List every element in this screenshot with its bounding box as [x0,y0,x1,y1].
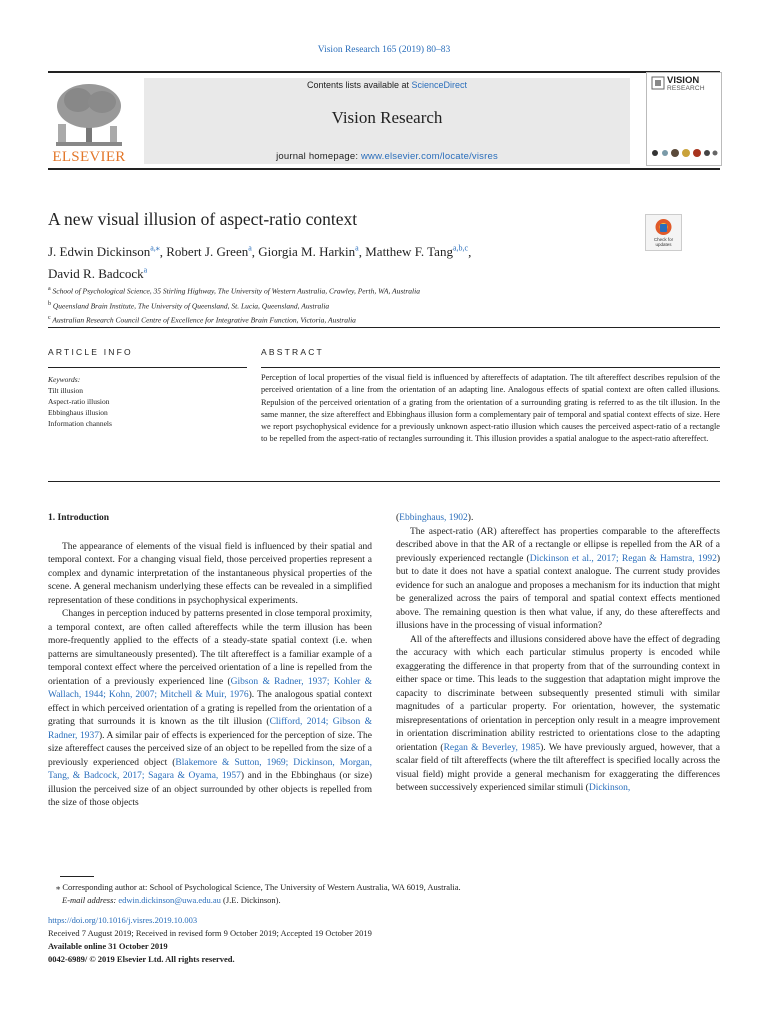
section-heading: 1. Introduction [48,513,110,523]
copyright: 0042-6989/ © 2019 Elsevier Ltd. All rights reserved. [48,954,235,964]
journal-homepage [144,151,630,162]
cover-circles-icon [649,147,719,159]
homepage-link[interactable]: www.elsevier.com/locate/visres [361,151,498,162]
homepage-prefix: journal homepage: [276,151,361,162]
journal-title: Vision Research [331,108,443,127]
citation-link[interactable]: Regan & Beverley, 1985 [443,742,541,753]
citation-link[interactable]: Gibson & Radner, 1937; Kohler & Wallach, 1944; Kohn, 2007; Mitchell & Muir, 1976 [48,676,372,700]
header-bottom-rule [48,168,720,170]
article-info-label: ARTICLE INFO [48,347,133,357]
paragraph-text: All of the aftereffects and illusions considered above have the effect of degrading the accuracy with which each particular stimulus property is encoded while exaggerating the difference in that property from that of the surrounding context in either space or time. This leads to the suggestion that adaptation might improve the capacity to discriminate between subsequently presented stimuli with similar magnitudes of a particular property. For orientation, however, the systematic misrepresentations of orientation in perception only result in a meagre improvement in orientation discrimination ability restricted to orientations close to the adapting orientation ( [396,634,720,753]
cover-subtitle: RESEARCH [667,85,705,92]
paragraph-text: ( [396,513,400,523]
paragraph [396,526,720,634]
keywords-block [48,374,112,429]
elsevier-wordmark: ELSEVIER [52,149,126,165]
doi-link[interactable]: https://doi.org/10.1016/j.visres.2019.10.003 [48,915,198,925]
article-title: A new visual illusion of aspect-ratio context [48,209,358,229]
paragraph-text: The aspect-ratio (AR) aftereffect has properties comparable to the aftereffects described above in that the AR of a rectangle or ellipse is repelled from the AR of a previously experienced rectangle ( [396,526,720,564]
abstract-bottom-rule [48,481,720,482]
paragraph-text: ) and in the Ebbinghaus (or size) illusion the perceived size of an object surrounded by other objects is repelled from the size of those objects [48,771,372,808]
paragraph-text: ). [467,513,474,523]
cover-title: VISION [667,75,700,86]
affiliation: $^c$ Australian Research Council Centre of Excellence for Integrative Brain Function, Victoria, Australia [48,315,356,325]
email-link[interactable]: edwin.dickinson@uwa.edu.au [118,895,221,905]
paragraph-text: ) but to date it does not have a spatial context analogue. The current study provides evidence for such an analogue and proposes a mechanism for its induction that might be generalized across the pairs of temporal and spatial context effects mentioned above. The remaining question is then what value, if any, do these aftereffects and illusions have in the processing of visual information? [396,553,721,631]
author-list: J. Edwin Dickinson$^{a,⁎}$, Robert J. Green$^a$, Giorgia M. Harkin$^a$, Matthew F. Tang$^{a,b,c}$, David R. Badcock$^a$ [48,244,472,281]
check-badge-label: Check for updates [653,237,674,247]
paragraph-text: ). The analogous spatial context effect in which perceived orientation of a grating is repelled from the orientation of a grating that surrounds it is known as the tilt illusion ( [48,690,372,727]
paragraph-text: The appearance of elements of the visual field is influenced by their spatial and temporal context. For a changing visual field, those perceived properties represent a complex and dynamic interpretation of the instantaneous physical properties of the scene. A general mechanism underlying these effects can be revealed in a simplified representation of these conditions in psychophysical experiments. [48,541,372,606]
paragraph-text: ). A similar pair of effects is experienced for the perception of size. The size aftereffect causes the perceived size of an object to be repelled from the size of a previously experienced object ( [48,730,372,768]
author[interactable]: J. Edwin Dickinson$^{a,⁎}$ [48,244,160,260]
paragraph-text: Changes in perception induced by patterns presented in close temporal proximity, a temporal context, are often called aftereffects while the term illusion has been more-frequently applied to the effects of a steady-state spatial context (i.e. when patterns are simultaneously presented). The tilt aftereffect is a familiar example of a temporal context effect where the perceived orientation of a line is repelled from the orientation of a previously experienced line ( [48,609,372,687]
check-for-updates-badge[interactable] [645,214,682,251]
citation-link[interactable]: Blakemore & Sutton, 1969; Dickinson, Morgan, Tang, & Badcock, 2017; Sagara & Oyama, 1957 [48,757,372,781]
abstract-label: ABSTRACT [261,347,324,357]
journal-citation[interactable]: Vision Research 165 (2019) 80–83 [317,45,451,55]
abstract-text: Perception of local properties of the visual field is influenced by aftereffects of adaptation. The tilt aftereffect describes repulsion of the perceived orientation of a line from the orientation of an adapting line. Analogous effects of spatial context are often called illusions. Repulsion of the perceived orientation of a grating from the orientation of a surrounding grating is referred to as the tilt illusion. In the same manner, the size aftereffect and Ebbinghaus illusion form a complementary pair of temporal and spatial context effects of size. Here we report psychophysical evidence for a previously unknown aspect-ratio illusion which causes the perceived aspect-ratio of a rectangle to be repelled from the aspect-ratio of rectangles surrounding it. This illusion provides a spatial analogue to the aspect-ratio aftereffect. [261,373,720,444]
email-footnote: E-mail address: edwin.dickinson@uwa.edu.au (J.E. Dickinson). [62,895,281,905]
body-column-left [48,512,372,811]
contents-line [144,80,630,90]
author[interactable]: David R. Badcock$^a$ [48,265,148,281]
footnote-rule [60,876,94,877]
paragraph [48,608,372,811]
keyword: Information channels [48,419,112,428]
affiliation: $^a$ School of Psychological Science, 35 Stirling Highway, The University of Western Australia, Crawley, Perth, WA, Australia [48,286,420,296]
citation-link[interactable]: Clifford, 2014; Gibson & Radner, 1937 [48,717,372,741]
citation-link[interactable]: Ebbinghaus, 1902 [399,513,468,523]
corresponding-footnote: ⁎ Corresponding author at: School of Psychological Science, The University of Western Australia, WA 6019, Australia. [56,882,461,892]
citation-link[interactable]: Dickinson et al., 2017; Regan & Hamstra, 1992 [529,553,717,564]
author[interactable]: Robert J. Green$^a$ [166,244,252,260]
keyword: Tilt illusion [48,386,83,395]
affiliation: $^b$ Queensland Brain Institute, The University of Queensland, St. Lucia, Queensland, Australia [48,300,330,310]
sciencedirect-link[interactable]: ScienceDirect [411,80,468,90]
contents-prefix: Contents lists available at [306,80,412,90]
keywords-label: Keywords: [48,375,81,384]
header-top-rule [48,71,720,73]
paragraph [396,634,720,796]
column-paragraphs [396,512,720,796]
available-online: Available online 31 October 2019 [48,941,168,951]
body-column-right [396,512,720,796]
keyword: Ebbinghaus illusion [48,408,108,417]
author[interactable]: Matthew F. Tang$^{a,b,c}$ [365,244,469,260]
paragraph-text: ). We have previously argued, however, that a scalar field of tilt aftereffects (where the tilt aftereffect is specified locally across the visual field) might provide a general mechanism for exaggerating the differences between successively experienced similar stimuli ( [396,742,720,793]
affiliations-rule [48,327,720,328]
column-paragraphs [48,541,372,811]
paragraph [396,512,720,526]
journal-cover[interactable] [646,72,722,166]
abstract-rule [261,367,720,368]
citation-link[interactable]: Dickinson, [588,783,631,793]
author[interactable]: Giorgia M. Harkin$^a$ [258,244,359,260]
keyword: Aspect-ratio illusion [48,397,110,406]
article-info-rule [48,367,247,368]
affiliations [48,283,420,327]
paragraph [48,541,372,609]
cover-logo-icon [651,76,665,90]
received-dates: Received 7 August 2019; Received in revised form 9 October 2019; Accepted 19 October 2019 [48,928,372,938]
